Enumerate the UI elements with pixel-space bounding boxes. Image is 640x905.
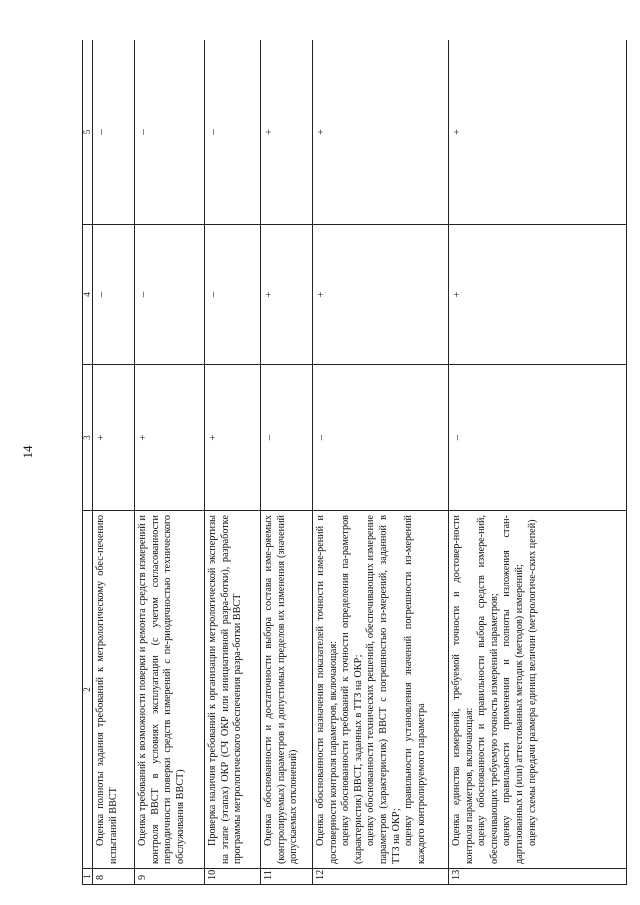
- row-description: [261, 511, 313, 869]
- mark-col5: –: [205, 40, 261, 225]
- description-line: Оценка требований к возможности поверки и ремонта средств измерений и контроля ВВСТ в условиях эксплуатации (с учетом согласованности периодичности поверки средств измерений с пе-риодичностью технического обслуживания ВВСТ): [137, 515, 186, 864]
- table-row: [261, 40, 313, 885]
- rotated-table-area: [82, 40, 627, 885]
- row-number: 12: [313, 869, 449, 885]
- header-cell: 2: [83, 511, 93, 869]
- mark-col4: +: [449, 225, 627, 365]
- description-line: Оценка единства измерений, требуемой точности и достовер-ности контроля параметров, включающая:: [451, 515, 475, 864]
- mark-col3: +: [93, 365, 135, 511]
- table-row: [449, 40, 627, 885]
- row-number: 8: [93, 869, 135, 885]
- mark-col5: –: [93, 40, 135, 225]
- description-line: Оценка обоснованности и достаточности выбора состава изме-ряемых (контролируемых) параметров и допустимых пределов их изменения (значений допускаемых отклонений): [263, 515, 300, 864]
- row-number: 9: [135, 869, 205, 885]
- table-row: [313, 40, 449, 885]
- header-cell: 1: [83, 869, 93, 885]
- table-row: [205, 40, 261, 885]
- mark-col4: +: [261, 225, 313, 365]
- mark-col3: +: [135, 365, 205, 511]
- row-number: 13: [449, 869, 627, 885]
- description-line: оценку обоснованности технических решений, обеспечивающих измерение параметров (характеристик) ВВСТ с погрешностью из-мерений, заданной в ТТЗ на ОКР;: [365, 515, 402, 864]
- table-header-row: [83, 40, 93, 885]
- mark-col4: –: [135, 225, 205, 365]
- description-line: оценку правильности установления значений погрешности из-мерений каждого контролируемого параметра: [403, 515, 427, 864]
- row-description: [313, 511, 449, 869]
- mark-col3: –: [261, 365, 313, 511]
- row-description: [93, 511, 135, 869]
- row-number: 11: [261, 869, 313, 885]
- description-line: Оценка полноты задания требований к метрологическому обес-печению испытаний ВВСТ: [95, 515, 119, 864]
- table-wrapper: [82, 40, 627, 885]
- table-row: [135, 40, 205, 885]
- mark-col5: +: [313, 40, 449, 225]
- mark-col4: +: [313, 225, 449, 365]
- description-line: оценку обоснованности требований к точности определения па-раметров (характеристик) ВВСТ, заданных в ТТЗ на ОКР;: [340, 515, 364, 864]
- description-line: Оценка обоснованности назначения показателей точности изме-рений и достоверности контроля параметров, включающая:: [315, 515, 339, 864]
- row-description: [449, 511, 627, 869]
- table-row: [93, 40, 135, 885]
- mark-col4: –: [205, 225, 261, 365]
- description-line: Проверка наличия требований к организации метрологической экспертизы на этапе (этапах) ОКР (СЧ ОКР или инициативной разра-ботки), разработке программы метрологического обеспечения разра-ботки ВВСТ: [207, 515, 244, 864]
- mark-col5: +: [449, 40, 627, 225]
- mark-col5: –: [135, 40, 205, 225]
- mark-col3: +: [205, 365, 261, 511]
- header-cell: 4: [83, 225, 93, 365]
- header-cell: 5: [83, 40, 93, 225]
- criteria-table: [82, 40, 627, 885]
- description-line: оценку обоснованности и правильности выбора средств измере-ний, обеспечивающих требуемую точность измерений параметров;: [476, 515, 500, 864]
- row-description: [205, 511, 261, 869]
- mark-col3: –: [313, 365, 449, 511]
- description-line: оценку схемы передачи размера единиц величин (метрологиче-ских цепей): [526, 519, 538, 846]
- mark-col3: –: [449, 365, 627, 511]
- row-number: 10: [205, 869, 261, 885]
- mark-col5: +: [261, 40, 313, 225]
- mark-col4: –: [93, 225, 135, 365]
- header-cell: 3: [83, 365, 93, 511]
- description-line: оценку правильности применения и полноты изложения стан-дартизованных и (или) аттестованных методик (методов) измерений;: [501, 515, 525, 864]
- page-number: 14: [20, 445, 35, 459]
- row-description: [135, 511, 205, 869]
